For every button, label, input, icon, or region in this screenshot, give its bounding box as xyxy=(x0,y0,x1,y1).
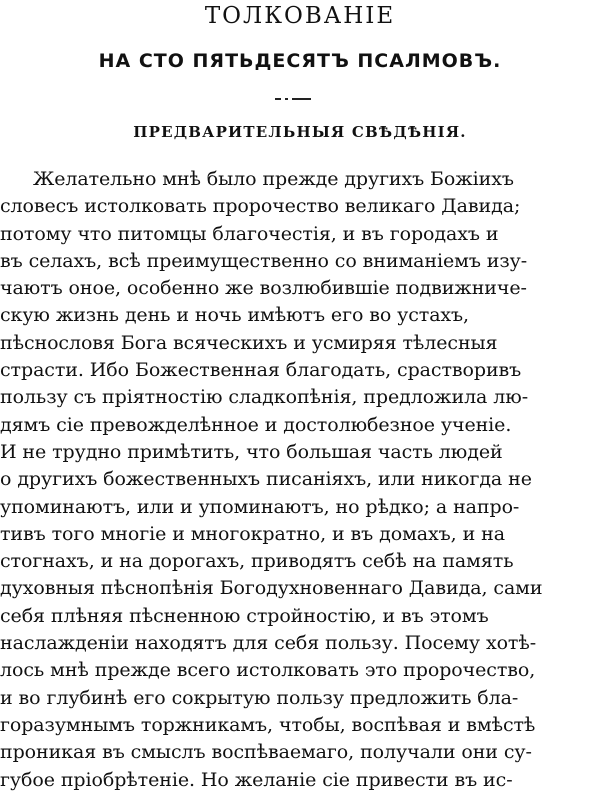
text-line: Желательно мнѣ было прежде другихъ Божіихъ xyxy=(33,168,514,190)
text-line: пользу съ пріятностію сладкопѣнія, предложила лю- xyxy=(0,386,529,409)
text-line: страсти. Ибо Божественная благодать, срастворивъ xyxy=(0,359,522,382)
text-line: скую жизнь день и ночь имѣютъ его во устахъ, xyxy=(0,304,470,327)
text-line: проникая въ смыслъ воспѣваемаго, получали они су- xyxy=(0,741,532,764)
text-line: себя плѣняя пѣсненною стройностію, и въ этомъ xyxy=(0,604,489,627)
text-line: и во глубинѣ его сокрытую пользу предложить бла- xyxy=(0,686,519,709)
text-line: стогнахъ, и на дорогахъ, приводятъ себѣ на память xyxy=(0,550,514,573)
text-line: о другихъ божественныхъ писаніяхъ, или никогда не xyxy=(0,468,532,491)
text-line: губое пріобрѣтеніе. Но желаніе сіе привести въ ис- xyxy=(0,768,513,791)
text-line: упоминаютъ, или и упоминаютъ, но рѣдко; а напро- xyxy=(0,495,520,518)
section-heading: ПРЕДВАРИТЕЛЬНЫЯ СВѢДѢНІЯ. xyxy=(133,123,467,141)
page-title: ТОЛКОВАНІЕ xyxy=(204,3,396,29)
text-line: въ селахъ, всѣ преимущественно со вниманіемъ изу- xyxy=(0,249,528,272)
text-line: потому что питомцы благочестія, и въ городахъ и xyxy=(0,222,499,245)
text-line: тивъ того многіе и многократно, и въ домахъ, и на xyxy=(0,522,505,545)
text-line: горазумнымъ торжникамъ, чтобы, воспѣвая и вмѣстѣ xyxy=(0,713,536,736)
text-line: дямъ сіе превожделѣнное и достолюбезное ученіе. xyxy=(0,413,512,436)
decorative-divider xyxy=(275,98,311,100)
text-line: чаютъ оное, особенно же возлюбившіе подвижниче- xyxy=(0,277,527,300)
body-paragraph xyxy=(0,166,600,794)
text-line: И не трудно примѣтить, что большая часть людей xyxy=(0,440,503,463)
text-line: пѣснословя Бога всяческихъ и усмиряя тѣлесныя xyxy=(0,331,498,354)
text-line: лось мнѣ прежде всего истолковать это пророчество, xyxy=(0,659,536,682)
text-line: наслажденіи находятъ для себя пользу. Посему хотѣ- xyxy=(0,632,537,655)
text-line: словесъ истолковать пророчество великаго Давида; xyxy=(0,195,521,218)
page-subtitle: НА СТО ПЯТЬДЕСЯТЪ ПСАЛМОВЪ. xyxy=(98,50,502,72)
text-line: духовныя пѣснопѣнія Богодухновеннаго Давида, сами xyxy=(0,577,543,600)
